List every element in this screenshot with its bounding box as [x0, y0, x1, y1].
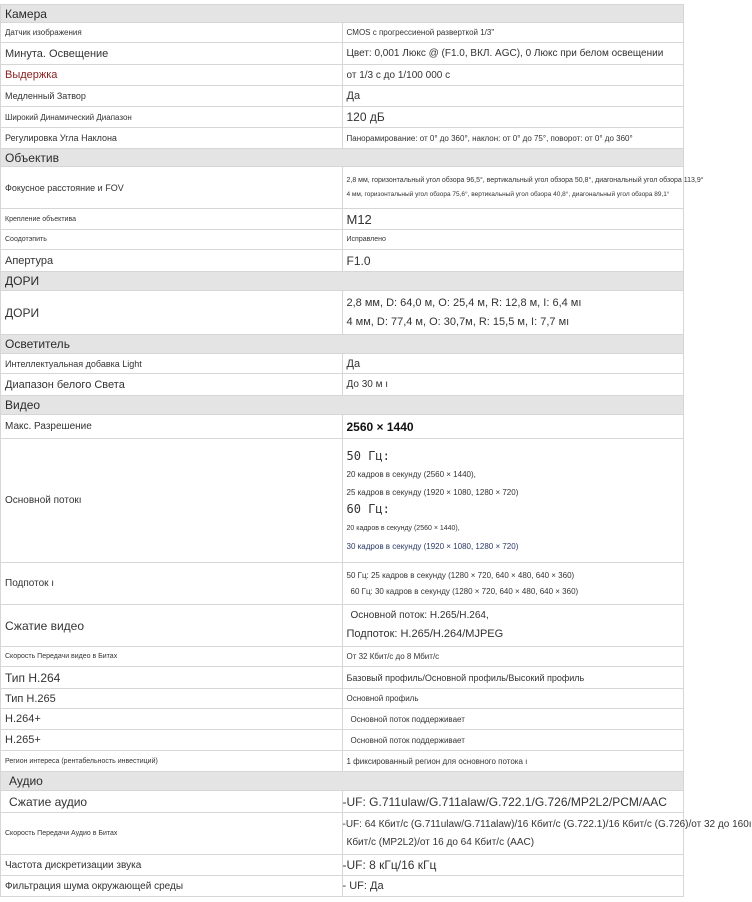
row-value: Основной поток поддерживает	[342, 709, 684, 730]
value-line: Основной поток: H.265/H.264,	[350, 610, 489, 622]
row-label: Диапазон белого Света	[1, 374, 343, 396]
value-line: 4 мм, горизонтальный угол обзора 75,6°, вертикальный угол обзора 40,8°, диагональный угол обзора 89,1°	[346, 190, 670, 198]
table-row	[1, 167, 684, 209]
row-label: Соодотэпить	[1, 230, 343, 250]
row-label: Тип H.264	[1, 667, 343, 689]
row-value	[342, 439, 684, 563]
value-line: 25 кадров в секунду (1920 × 1080, 1280 × 720)	[346, 487, 519, 497]
row-value: Основной профиль	[342, 689, 684, 709]
section-dori	[1, 272, 684, 291]
row-label: Подпоток ı	[1, 563, 343, 605]
value-line: 60 Гц:	[346, 502, 390, 517]
table-row	[1, 667, 684, 689]
row-value: -UF: G.711ulaw/G.711alaw/G.722.1/G.726/MP2L2/PCM/AAC	[342, 791, 684, 813]
row-value	[342, 563, 684, 605]
row-label: Регулировка Угла Наклона	[1, 128, 343, 149]
row-value: 1 фиксированный регион для основного потока ı	[342, 751, 684, 772]
table-row	[1, 43, 684, 65]
value-line: 50 Гц: 25 кадров в секунду (1280 × 720, 640 × 480, 640 × 360)	[346, 571, 575, 581]
row-label: Интеллектуальная добавка Light	[1, 354, 343, 374]
table-row	[1, 605, 684, 647]
table-row	[1, 709, 684, 730]
row-value	[342, 813, 752, 855]
value-line: 2,8 мм, D: 64,0 м, O: 25,4 м, R: 12,8 м, I: 6,4 мı	[346, 296, 582, 309]
table-row	[1, 751, 684, 772]
table-row	[1, 86, 684, 107]
row-label: ДОРИ	[1, 291, 343, 335]
table-row	[1, 563, 684, 605]
row-label: Скорость Передачи видео в Битах	[1, 647, 343, 667]
row-label: Датчик изображения	[1, 23, 343, 43]
table-row	[1, 23, 684, 43]
row-value: До 30 м ı	[342, 374, 684, 396]
row-label: Скорость Передачи Аудио в Битах	[1, 813, 343, 855]
row-label: Фокусное расстояние и FOV	[1, 167, 343, 209]
table-row	[1, 791, 684, 813]
row-value: 120 дБ	[342, 107, 684, 128]
spec-table	[0, 4, 752, 897]
table-row	[1, 813, 684, 855]
table-row	[1, 439, 684, 563]
row-label: Фильтрация шума окружающей среды	[1, 876, 343, 897]
row-label: Основной потокı	[1, 439, 343, 563]
row-value: Панорамирование: от 0° до 360°, наклон: от 0° до 75°, поворот: от 0° до 360°	[342, 128, 684, 149]
row-value: от 1/3 с до 1/100 000 с	[342, 65, 684, 86]
row-label: Широкий Динамический Диапазон	[1, 107, 343, 128]
row-value: -UF: 8 кГц/16 кГц	[342, 855, 684, 876]
row-label: Минута. Освещение	[1, 43, 343, 65]
value-line: 4 мм, D: 77,4 м, O: 30,7м, R: 15,5 м, I: 7,7 мı	[346, 315, 570, 328]
table-row	[1, 65, 684, 86]
row-label: H.265+	[1, 730, 343, 751]
table-row	[1, 107, 684, 128]
table-row	[1, 876, 684, 897]
value-line: Подпоток: H.265/H.264/MJPEG	[346, 627, 504, 640]
row-label: Медленный Затвор	[1, 86, 343, 107]
row-value: Да	[342, 86, 684, 107]
section-title: Аудио	[1, 772, 684, 791]
section-illuminator	[1, 335, 684, 354]
value-line: 50 Гц:	[346, 448, 390, 463]
row-value: Базовый профиль/Основной профиль/Высокий профиль	[342, 667, 684, 689]
value-line: Кбит/с (MP2L2)/от 16 до 64 Кбит/с (AAC)	[346, 836, 535, 848]
section-audio	[1, 772, 684, 791]
table-row	[1, 209, 684, 230]
row-value: Основной поток поддерживает	[342, 730, 684, 751]
value-line: -UF: 64 Кбит/с (G.711ulaw/G.711alaw)/16 Кбит/с (G.722.1)/16 Кбит/с (G.726)/от 32 до 160ı	[342, 819, 752, 830]
table-row	[1, 689, 684, 709]
table-row	[1, 291, 684, 335]
row-value: CMOS с прогрессиеной разверткой 1/3"	[342, 23, 684, 43]
row-label: Сжатие аудио	[1, 791, 343, 813]
value-line: 30 кадров в секунду (1920 × 1080, 1280 × 720)	[346, 541, 519, 551]
row-value: F1.0	[342, 250, 684, 272]
value-line: 2,8 мм, горизонтальный угол обзора 96,5°, вертикальный угол обзора 50,8°, диагональный угол обзора 113,9°	[346, 176, 704, 184]
section-title: Камера	[1, 5, 684, 23]
section-title: ДОРИ	[1, 272, 684, 291]
table-row	[1, 415, 684, 439]
row-value: Исправлено	[342, 230, 684, 250]
row-label: Регион интереса (рентабельность инвестиций)	[1, 751, 343, 772]
row-label: Тип H.265	[1, 689, 343, 709]
row-value: Да	[342, 354, 684, 374]
section-title: Объектив	[1, 149, 684, 167]
table-row	[1, 354, 684, 374]
row-label: H.264+	[1, 709, 343, 730]
row-value	[342, 167, 704, 209]
table-row	[1, 647, 684, 667]
row-label: Апертура	[1, 250, 343, 272]
table-row	[1, 128, 684, 149]
row-label: Крепление объектива	[1, 209, 343, 230]
row-value: 2560 × 1440	[342, 415, 684, 439]
section-title: Осветитель	[1, 335, 684, 354]
row-value: - UF: Да	[342, 876, 684, 897]
row-label: Сжатие видео	[1, 605, 343, 647]
section-title: Видео	[1, 396, 684, 415]
row-label: Выдержка	[1, 65, 343, 86]
row-label: Макс. Разрешение	[1, 415, 343, 439]
value-line: 60 Гц: 30 кадров в секунду (1280 × 720, 640 × 480, 640 × 360)	[350, 586, 579, 596]
section-lens	[1, 149, 684, 167]
row-value	[342, 605, 684, 647]
value-line: 20 кадров в секунду (2560 × 1440),	[346, 469, 476, 479]
table-row	[1, 250, 684, 272]
section-camera	[1, 5, 684, 23]
table-row	[1, 730, 684, 751]
row-value: От 32 Кбит/с до 8 Мбит/с	[342, 647, 684, 667]
table-row	[1, 374, 684, 396]
table-row	[1, 855, 684, 876]
row-value	[342, 291, 684, 335]
value-line: 20 кадров в секунду (2560 × 1440),	[346, 524, 460, 532]
section-video	[1, 396, 684, 415]
row-value: Цвет: 0,001 Люкс @ (F1.0, ВКЛ. AGC), 0 Люкс при белом освещении	[342, 43, 684, 65]
row-value: M12	[342, 209, 684, 230]
table-row	[1, 230, 684, 250]
row-label: Частота дискретизации звука	[1, 855, 343, 876]
